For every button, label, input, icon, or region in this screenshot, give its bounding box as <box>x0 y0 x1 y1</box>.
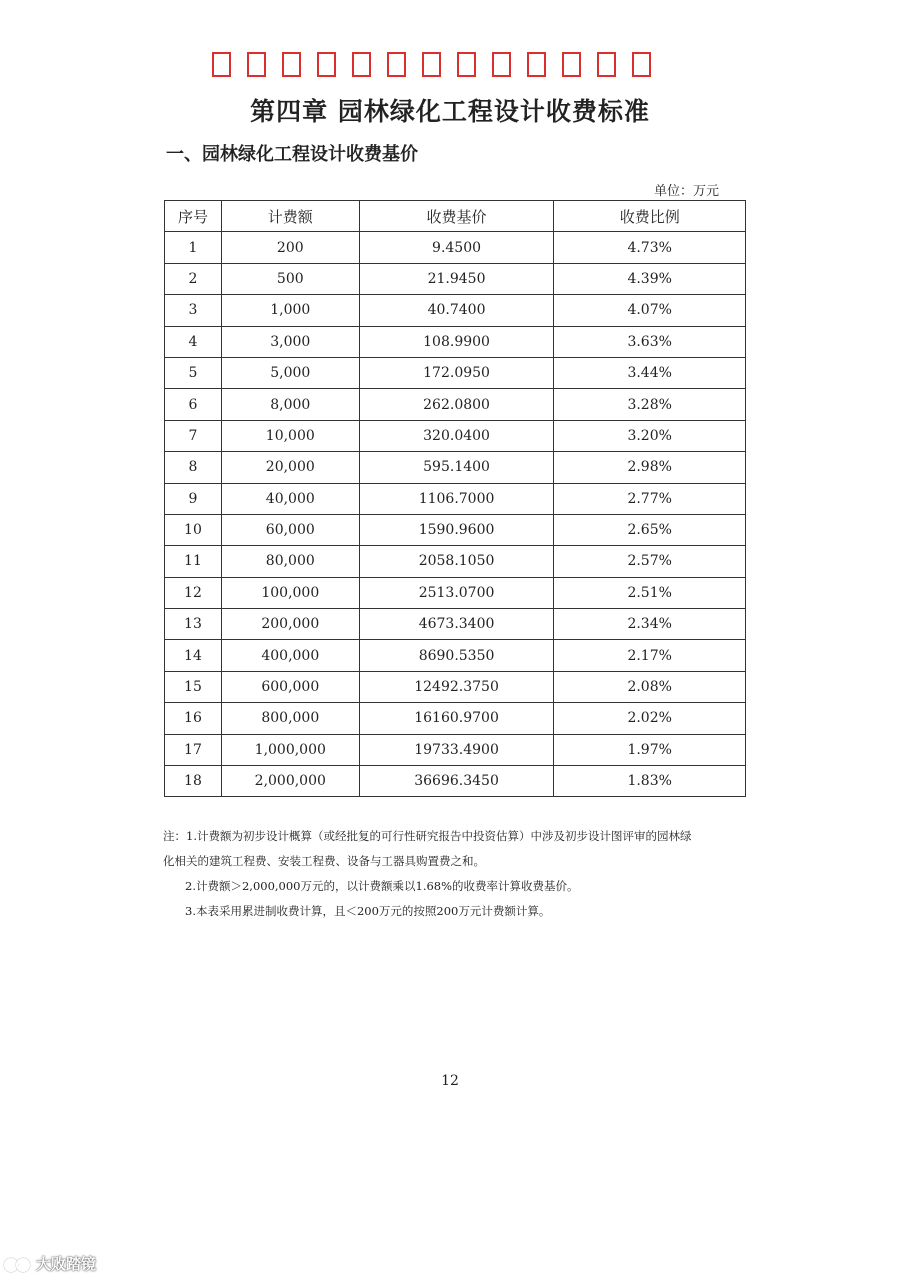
cell-base-price: 21.9450 <box>359 263 554 294</box>
cell-fee-ratio: 2.98% <box>554 452 746 483</box>
cell-base-price: 262.0800 <box>359 389 554 420</box>
table-row <box>165 514 746 545</box>
cell-base-price: 172.0950 <box>359 357 554 388</box>
cell-base-price: 40.7400 <box>359 295 554 326</box>
cell-fee-ratio: 4.39% <box>554 263 746 294</box>
cell-fee-ratio: 2.17% <box>554 640 746 671</box>
cell-index: 10 <box>165 514 222 545</box>
cell-base-price: 9.4500 <box>359 232 554 263</box>
cell-index: 13 <box>165 609 222 640</box>
table-row <box>165 766 746 797</box>
red-box <box>632 52 651 77</box>
table-row <box>165 546 746 577</box>
cell-fee-base: 400,000 <box>221 640 359 671</box>
cell-fee-ratio: 2.08% <box>554 671 746 702</box>
cell-index: 17 <box>165 734 222 765</box>
cell-index: 3 <box>165 295 222 326</box>
unit-label: 单位：万元 <box>654 184 720 199</box>
note-1-line-2: 化相关的建筑工程费、安装工程费、设备与工器具购置费之和。 <box>163 854 485 868</box>
red-box <box>387 52 406 77</box>
table-row <box>165 420 746 451</box>
cell-fee-ratio: 3.63% <box>554 326 746 357</box>
cell-base-price: 4673.3400 <box>359 609 554 640</box>
cell-fee-ratio: 1.83% <box>554 766 746 797</box>
cell-fee-base: 8,000 <box>221 389 359 420</box>
table-row <box>165 389 746 420</box>
cell-fee-base: 60,000 <box>221 514 359 545</box>
cell-index: 15 <box>165 671 222 702</box>
header-fee-ratio: 收费比例 <box>554 201 746 232</box>
cell-fee-ratio: 4.07% <box>554 295 746 326</box>
cell-fee-base: 2,000,000 <box>221 766 359 797</box>
cell-fee-base: 40,000 <box>221 483 359 514</box>
table-row <box>165 263 746 294</box>
cell-index: 8 <box>165 452 222 483</box>
red-box <box>527 52 546 77</box>
cell-index: 1 <box>165 232 222 263</box>
table-body <box>165 232 746 797</box>
cell-index: 14 <box>165 640 222 671</box>
cell-base-price: 8690.5350 <box>359 640 554 671</box>
cell-index: 5 <box>165 357 222 388</box>
notes <box>163 824 753 924</box>
cell-fee-ratio: 2.02% <box>554 703 746 734</box>
header-index: 序号 <box>165 201 222 232</box>
cell-fee-base: 100,000 <box>221 577 359 608</box>
section-title: 一、园林绿化工程设计收费基价 <box>166 144 418 165</box>
cell-base-price: 2058.1050 <box>359 546 554 577</box>
cell-fee-ratio: 2.34% <box>554 609 746 640</box>
cell-fee-ratio: 2.65% <box>554 514 746 545</box>
watermark-text: 大败踏镜 <box>36 1255 97 1273</box>
cell-index: 18 <box>165 766 222 797</box>
table-row <box>165 577 746 608</box>
cell-index: 12 <box>165 577 222 608</box>
cell-base-price: 16160.9700 <box>359 703 554 734</box>
cell-fee-base: 600,000 <box>221 671 359 702</box>
table-header-row <box>165 201 746 232</box>
header-base-price: 收费基价 <box>359 201 554 232</box>
cell-base-price: 1106.7000 <box>359 483 554 514</box>
note-1-line-1: 注：1.计费额为初步设计概算（或经批复的可行性研究报告中投资估算）中涉及初步设计图评审的园林绿 <box>163 829 692 843</box>
cell-index: 7 <box>165 420 222 451</box>
cell-base-price: 108.9900 <box>359 326 554 357</box>
cell-base-price: 36696.3450 <box>359 766 554 797</box>
cell-index: 6 <box>165 389 222 420</box>
chapter-title: 第四章 园林绿化工程设计收费标准 <box>250 97 650 126</box>
cell-fee-ratio: 3.28% <box>554 389 746 420</box>
table-row <box>165 640 746 671</box>
red-box <box>562 52 581 77</box>
cell-fee-ratio: 2.77% <box>554 483 746 514</box>
cell-fee-ratio: 2.51% <box>554 577 746 608</box>
cell-fee-ratio: 3.20% <box>554 420 746 451</box>
red-box-row <box>212 52 651 77</box>
cell-fee-base: 80,000 <box>221 546 359 577</box>
red-box <box>352 52 371 77</box>
table-row <box>165 357 746 388</box>
table-row <box>165 734 746 765</box>
red-box <box>422 52 441 77</box>
cell-fee-base: 10,000 <box>221 420 359 451</box>
cell-index: 11 <box>165 546 222 577</box>
table-row <box>165 703 746 734</box>
cell-fee-base: 200 <box>221 232 359 263</box>
red-box <box>317 52 336 77</box>
fee-table <box>164 200 746 797</box>
cell-fee-base: 800,000 <box>221 703 359 734</box>
red-box <box>597 52 616 77</box>
cell-fee-ratio: 3.44% <box>554 357 746 388</box>
red-box <box>457 52 476 77</box>
table-row <box>165 295 746 326</box>
table-row <box>165 671 746 702</box>
cell-fee-base: 500 <box>221 263 359 294</box>
cell-fee-ratio: 1.97% <box>554 734 746 765</box>
cell-index: 9 <box>165 483 222 514</box>
table-row <box>165 483 746 514</box>
header-fee-base: 计费额 <box>221 201 359 232</box>
note-2: 2.计费额＞2,000,000万元的，以计费额乘以1.68%的收费率计算收费基价。 <box>185 879 579 893</box>
table-row <box>165 452 746 483</box>
cell-index: 16 <box>165 703 222 734</box>
cell-fee-ratio: 2.57% <box>554 546 746 577</box>
cell-fee-base: 200,000 <box>221 609 359 640</box>
cell-base-price: 1590.9600 <box>359 514 554 545</box>
page-number: 12 <box>441 1073 459 1089</box>
red-box <box>212 52 231 77</box>
cell-base-price: 2513.0700 <box>359 577 554 608</box>
red-box <box>282 52 301 77</box>
table-row <box>165 326 746 357</box>
cell-base-price: 320.0400 <box>359 420 554 451</box>
cell-fee-base: 3,000 <box>221 326 359 357</box>
cell-fee-base: 1,000 <box>221 295 359 326</box>
table-row <box>165 609 746 640</box>
red-box <box>492 52 511 77</box>
note-3: 3.本表采用累进制收费计算，且＜200万元的按照200万元计费额计算。 <box>185 904 551 918</box>
watermark-logo-icon <box>4 1254 32 1274</box>
cell-fee-base: 20,000 <box>221 452 359 483</box>
cell-index: 4 <box>165 326 222 357</box>
table-row <box>165 232 746 263</box>
watermark <box>4 1253 96 1274</box>
cell-base-price: 595.1400 <box>359 452 554 483</box>
cell-fee-base: 5,000 <box>221 357 359 388</box>
cell-fee-ratio: 4.73% <box>554 232 746 263</box>
cell-fee-base: 1,000,000 <box>221 734 359 765</box>
cell-base-price: 12492.3750 <box>359 671 554 702</box>
cell-index: 2 <box>165 263 222 294</box>
red-box <box>247 52 266 77</box>
cell-base-price: 19733.4900 <box>359 734 554 765</box>
